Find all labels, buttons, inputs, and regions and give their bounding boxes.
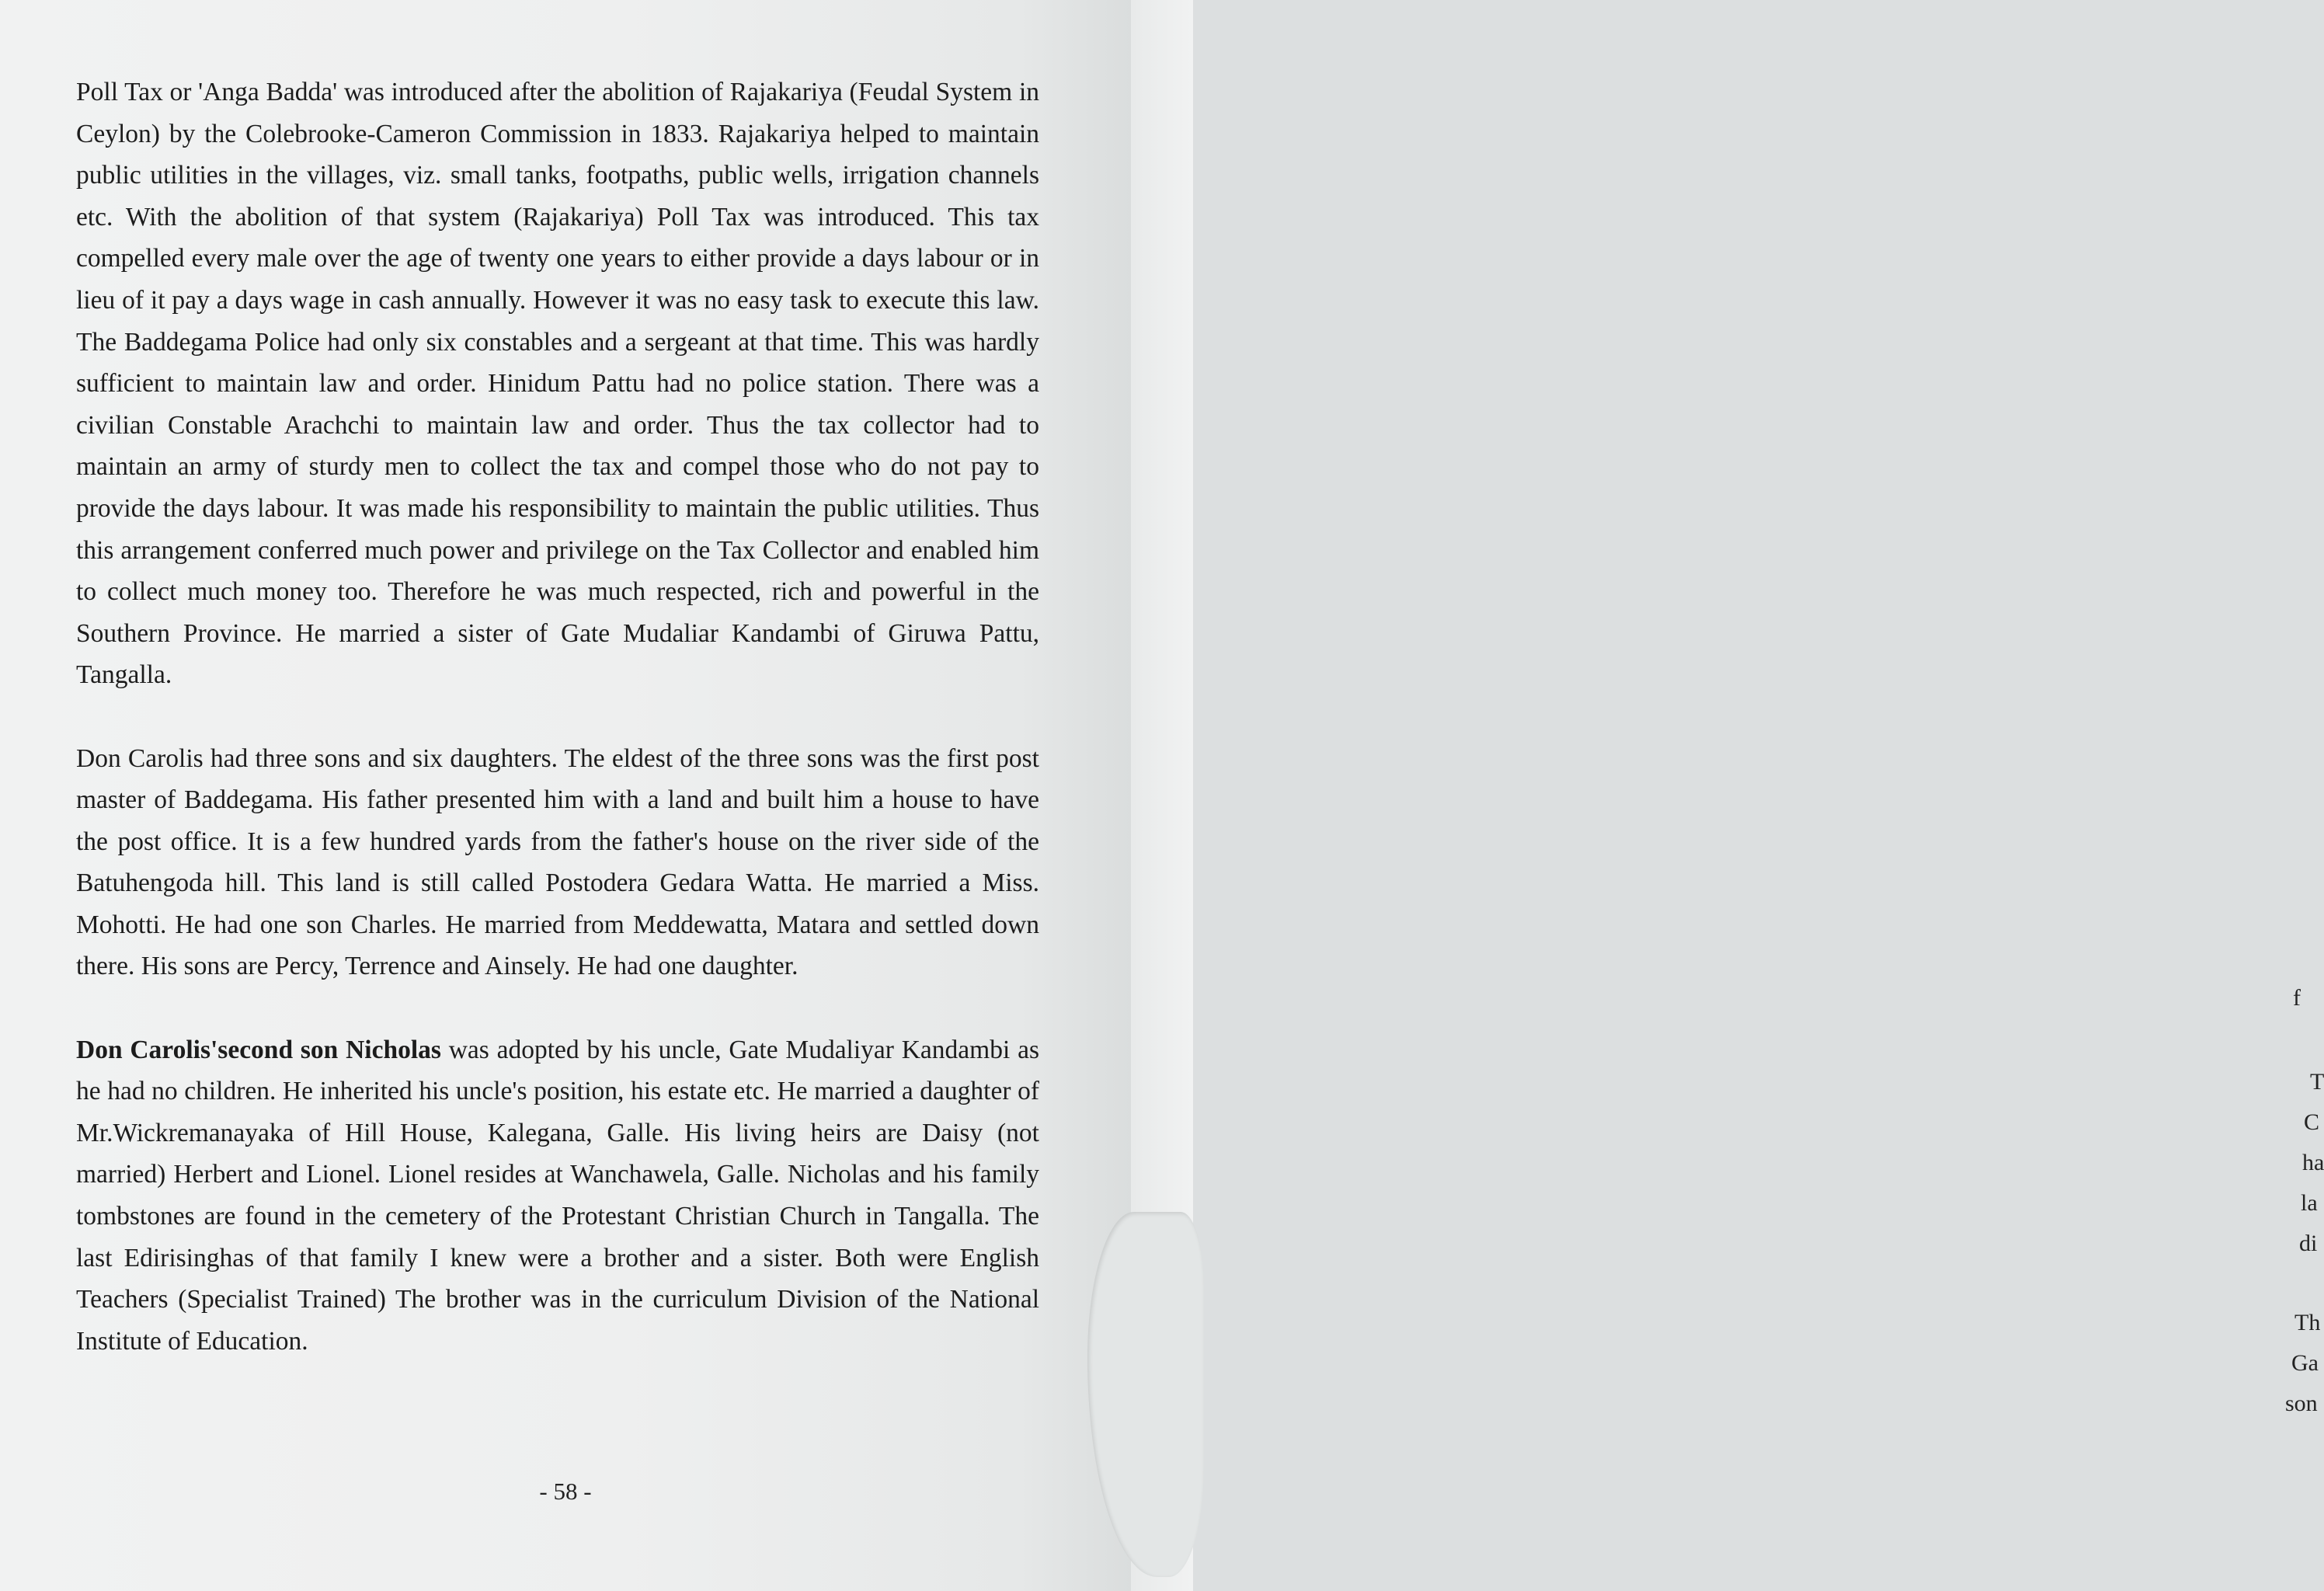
body-text	[76, 71, 1039, 1362]
paragraph-text: Don Carolis had three sons and six daughters. The eldest of the three sons was the first post master of Baddegama. His father presented him with a land and built him a house to have the post office. It is a few hundred yards from the father's house on the river side of the Batuhengoda hill. This land is still called Postodera Gedara Watta. He married a Miss. Mohotti. He had one son Charles. He married from Meddewatta, Matara and settled down there. His sons are Percy, Terrence and Ainsely. He had one daughter.	[76, 743, 1039, 981]
paragraph-text: was adopted by his uncle, Gate Mudaliyar Kandambi as he had no children. He inherited his uncle's position, his estate etc. He married a daughter of Mr.Wickremanayaka of Hill House, Kalegana, Galle. His living heirs are Daisy (not married) Herbert and Lionel. Lionel resides at Wanchawela, Galle. Nicholas and his family tombstones are found in the cemetery of the Protestant Christian Church in Tangalla. The last Edirisinghas of that family I knew were a brother and a sister. Both were English Teachers (Specialist Trained) The brother was in the curriculum Division of the National Institute of Education.	[76, 1035, 1039, 1356]
paragraph-poll-tax	[76, 71, 1039, 696]
paragraph-text: Poll Tax or 'Anga Badda' was introduced after the abolition of Rajakariya (Feudal System in Ceylon) by the Colebrooke-Cameron Commission in 1833. Rajakariya helped to maintain public utilities in the villages, viz. small tanks, footpaths, public wells, irrigation channels etc. With the abolition of that system (Rajakariya) Poll Tax was introduced. This tax compelled every male over the age of twenty one years to either provide a days labour or in lieu of it pay a days wage in cash annually. However it was no easy task to execute this law. The Baddegama Police had only six constables and a sergeant at that time. This was hardly sufficient to maintain law and order. Hinidum Pattu had no police station. There was a civilian Constable Arachchi to maintain law and order. Thus the tax collector had to maintain an army of sturdy men to collect the tax and compel those who do not pay to provide the days labour. It was made his responsibility to maintain the public utilities. Thus this arrangement conferred much power and privilege on the Tax Collector and enabled him to collect much money too. Therefore he was much respected, rich and powerful in the Southern Province. He married a sister of Gate Mudaliar Kandambi of Giruwa Pattu, Tangalla.	[76, 78, 1039, 690]
adjacent-text-fragment: Ga	[2291, 1350, 2319, 1376]
adjacent-text-fragment: di	[2299, 1231, 2318, 1256]
adjacent-text-fragment: ha	[2302, 1150, 2324, 1175]
paragraph-don-carolis-sons	[76, 738, 1039, 988]
adjacent-text-fragment: C	[2304, 1109, 2320, 1135]
adjacent-text-fragment: T	[2310, 1069, 2324, 1095]
adjacent-text-fragment: la	[2301, 1190, 2318, 1216]
adjacent-text-fragment: f	[2293, 985, 2301, 1011]
adjacent-text-fragment: Th	[2294, 1310, 2321, 1335]
adjacent-text-fragment: son	[2285, 1391, 2318, 1416]
page-number: - 58 -	[539, 1478, 592, 1505]
paragraph-nicholas	[76, 1029, 1039, 1363]
paragraph-lead-bold: Don Carolis'second son Nicholas	[76, 1035, 441, 1064]
book-page	[0, 0, 1131, 1591]
